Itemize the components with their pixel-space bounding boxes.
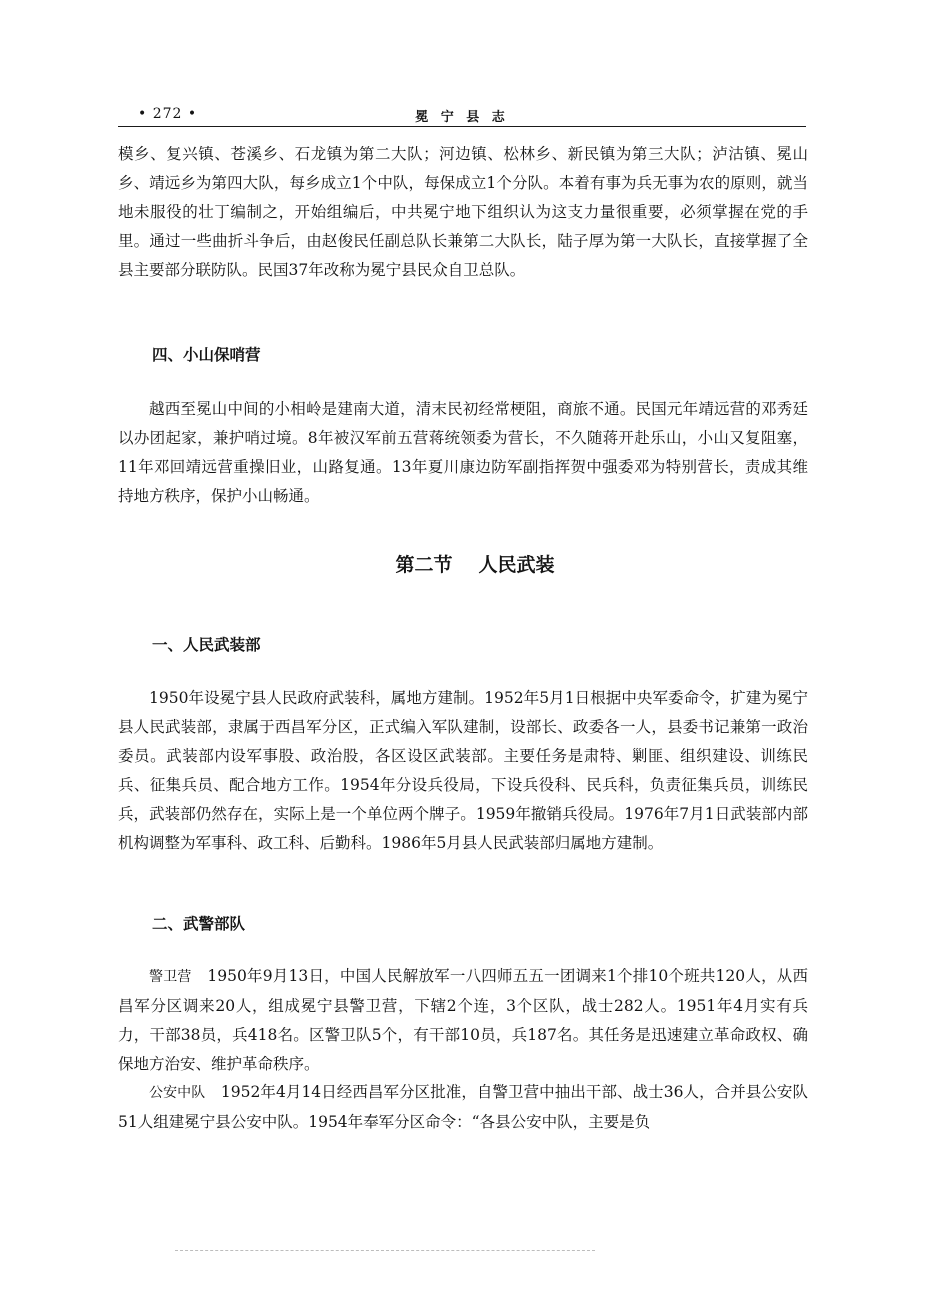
page-header: [118, 104, 806, 127]
guard-battalion-lead: 警卫营: [149, 969, 192, 985]
section-heading-armed-dept: 一、人民武装部: [152, 636, 261, 654]
chapter-title: 人民武装: [478, 554, 555, 576]
public-security-lead: 公安中队: [149, 1085, 206, 1101]
public-security-text: 1952年4月14日经西昌军分区批准，自警卫营中抽出干部、战士36人，合并县公安队51人组建冕宁县公安中队。1954年奉军分区命令：“各县公安中队，主要是负: [118, 1083, 808, 1131]
paragraph-guard-battalion: [118, 962, 808, 1079]
paragraph-militia: 模乡、复兴镇、苍溪乡、石龙镇为第二大队；河边镇、松林乡、新民镇为第三大队；泸沽镇、冕山乡、靖远乡为第四大队，每乡成立1个中队，每保成立1个分队。本着有事为兵无事为农的原则，就当地未服役的壮丁编制之，开始组编后，中共冕宁地下组织认为这支力量很重要，必须掌握在党的手里。通过一些曲折斗争后，由赵俊民任副总队长兼第二大队长，陆子厚为第一大队长，直接掌握了全县主要部分联防队。民国37年改称为冕宁县民众自卫总队。: [118, 145, 808, 279]
paragraph-armed-dept: 1950年设冕宁县人民政府武装科，属地方建制。1952年5月1日根据中央军委命令，扩建为冕宁县人民武装部，隶属于西昌军分区，正式编入军队建制，设部长、政委各一人，县委书记兼第一政治委员。武装部内设军事股、政治股，各区设区武装部。主要任务是肃特、剿匪、组织建设、训练民兵、征集兵员、配合地方工作。1954年分设兵役局，下设兵役科、民兵科，负责征集兵员，训练民兵，武装部仍然存在，实际上是一个单位两个牌子。1959年撤销兵役局。1976年7月1日武装部内部机构调整为军事科、政工科、后勤科。1986年5月县人民武装部归属地方建制。: [118, 689, 808, 852]
book-title: 冕 宁 县 志: [415, 110, 509, 125]
paragraph-xiaoshan: 越西至冕山中间的小相岭是建南大道，清末民初经常梗阻，商旅不通。民国元年靖远营的邓秀廷以办团起家，兼护哨过境。8年被汉军前五营蒋统领委为营长，不久随蒋开赴乐山，小山又复阻塞，11年邓回靖远营重操旧业，山路复通。13年夏川康边防军副指挥贺中强委邓为特别营长，责成其维持地方秩序，保护小山畅通。: [118, 400, 808, 505]
guard-battalion-text: 1950年9月13日，中国人民解放军一八四师五五一团调来1个排10个班共120人，从西昌军分区调来20人，组成冕宁县警卫营，下辖2个连，3个区队，战士282人。1951年4月实有兵力，干部38员，兵418名。区警卫队5个，有干部10员，兵187名。其任务是迅速建立革命政权、确保地方治安、维护革命秩序。: [118, 967, 808, 1073]
page-number: • 272 •: [138, 106, 198, 122]
chapter-heading: [0, 550, 950, 577]
scan-artifact-line: [175, 1250, 595, 1253]
chapter-number: 第二节: [395, 554, 453, 576]
paragraph-public-security: [118, 1078, 808, 1137]
section-heading-xiaoshan: 四、小山保哨营: [152, 346, 261, 364]
section-heading-armed-police: 二、武警部队: [152, 915, 246, 933]
